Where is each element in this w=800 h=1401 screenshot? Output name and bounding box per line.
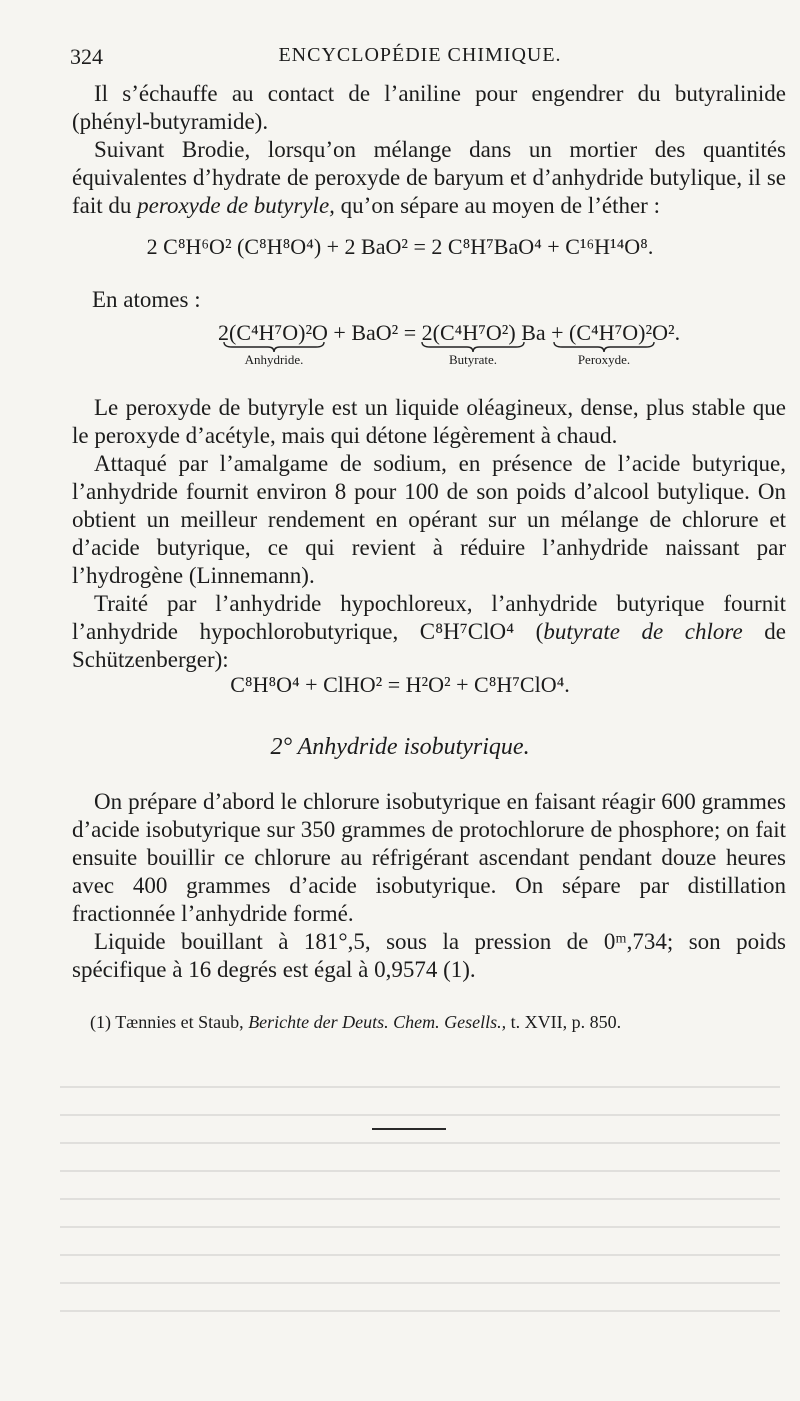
paragraph-preparation: [72, 788, 786, 928]
paragraph-peroxyde: [72, 394, 786, 450]
en-atomes-label: En atomes :: [92, 287, 201, 312]
italic-term: peroxyde de butyryle,: [137, 193, 335, 218]
brace-peroxyde: [552, 340, 656, 374]
paragraph-text: Liquide bouillant à 181°,5, sous la pression de 0ᵐ,734; son poids spécifique à 16 degrés est égal à 0,9574 (1).: [72, 929, 786, 982]
running-title: ENCYCLOPÉDIE CHIMIQUE.: [278, 44, 562, 66]
brace-label: Butyrate.: [448, 352, 497, 367]
formula-equivalents: 2 C⁸H⁶O² (C⁸H⁸O⁴) + 2 BaO² = 2 C⁸H⁷BaO⁴ + C¹⁶H¹⁴O⁸.: [146, 234, 654, 259]
footnote-journal: Berichte der Deuts. Chem. Gesells.,: [248, 1012, 507, 1032]
paragraph-text: de Schützenberger):: [72, 619, 786, 672]
paragraph-text: Attaqué par l’amalgame de sodium, en présence de l’acide butyrique, l’anhydride fournit environ 8 pour 100 de son poids d’alcool butylique. On obtient un meilleur rendement en opérant sur un mélange de chlorure et d’acide butyrique, ce qui revient à réduire l’anhydride naissant par l’hydrogène (Linnemann).: [72, 451, 786, 588]
end-rule: [372, 1128, 446, 1130]
paragraph-text: Le peroxyde de butyryle est un liquide oléagineux, dense, plus stable que le peroxyde d’acétyle, mais qui détone légèrement à chaud.: [72, 395, 786, 448]
italic-term: butyrate de chlore: [543, 619, 743, 644]
formula-hypochloro: C⁸H⁸O⁴ + ClHO² = H²O² + C⁸H⁷ClO⁴.: [230, 672, 570, 697]
brace-butyrate: [420, 340, 526, 374]
paragraph-amalgame: [72, 450, 786, 590]
paragraph-text: qu’on sépare au moyen de l’éther :: [334, 193, 660, 218]
footnote-authors: Tænnies et Staub,: [115, 1012, 244, 1032]
brace-anhydride: [222, 340, 326, 374]
footnote: [90, 1012, 621, 1033]
paragraph-text: Traité par l’anhydride hypochloreux, l’anhydride butyrique fournit l’anhydride hypochlorobutyrique, C⁸H⁷ClO⁴ (: [72, 591, 786, 644]
paragraph-text: Suivant Brodie, lorsqu’on mélange dans un mortier des quantités équivalentes d’hydrate de peroxyde de baryum et d’anhydride butylique, il se fait du: [72, 137, 786, 218]
page-header: [70, 44, 770, 74]
show-through-texture: [60, 1060, 780, 1380]
footnote-reference: t. XVII, p. 850.: [510, 1012, 622, 1032]
paragraph-hypochloreux: [72, 590, 786, 674]
section-title: 2° Anhydride isobutyrique.: [270, 734, 530, 760]
paragraph-liquide: [72, 928, 786, 984]
paragraph-aniline: [72, 80, 786, 136]
paragraph-brodie: [72, 136, 786, 220]
brace-label: Peroxyde.: [577, 352, 631, 367]
brace-label: Anhydride.: [244, 352, 304, 367]
paragraph-text: Il s’échauffe au contact de l’aniline pour engendrer du butyralinide (phényl-butyramide).: [72, 81, 786, 134]
footnote-marker: (1): [90, 1012, 111, 1032]
page-number: 324: [70, 44, 103, 69]
formula-atoms: 2(C⁴H⁷O)²O + BaO² = 2(C⁴H⁷O²) Ba + (C⁴H⁷O)²O².: [218, 320, 681, 345]
paragraph-text: On prépare d’abord le chlorure isobutyrique en faisant réagir 600 grammes d’acide isobutyrique sur 350 grammes de protochlorure de phosphore; on fait ensuite bouillir ce chlorure au réfrigérant ascendant pendant douze heures avec 400 grammes d’acide isobutyrique. On sépare par distillation fractionnée l’anhydride formé.: [72, 789, 786, 926]
